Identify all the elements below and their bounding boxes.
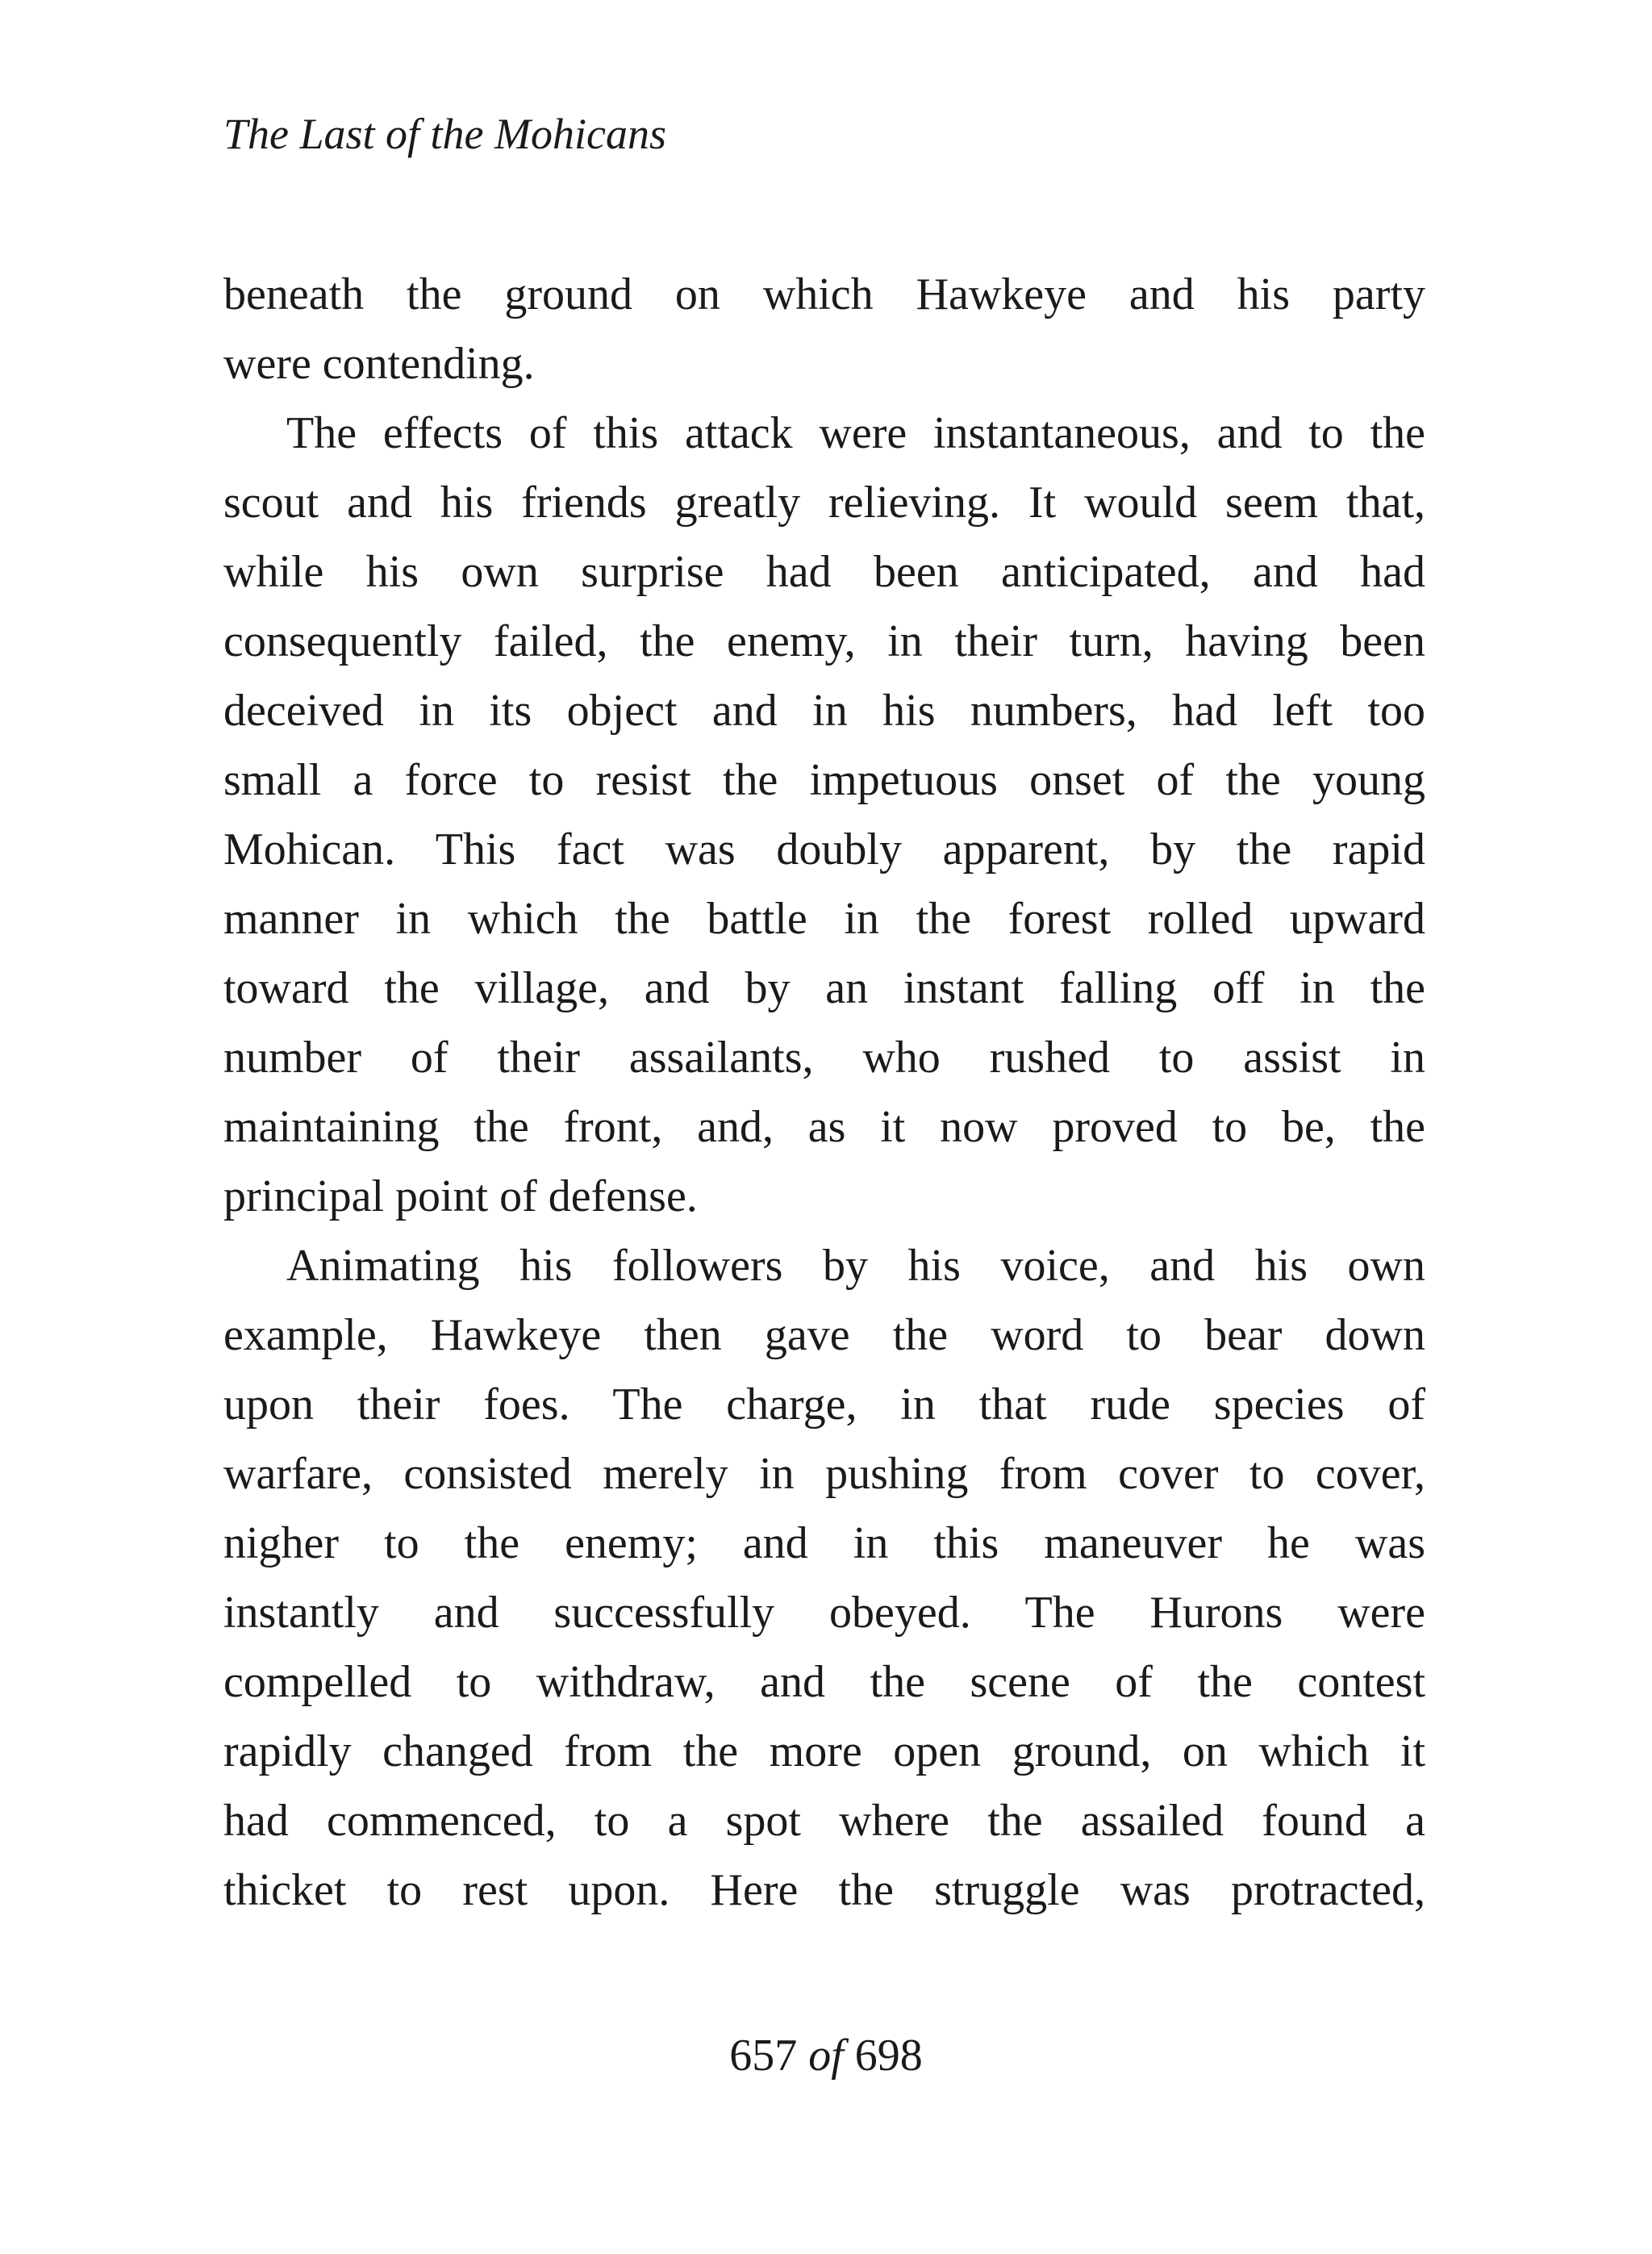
text-line: were contending.: [223, 339, 535, 389]
text-line: manner in which the battle in the forest rolled upward: [223, 894, 1425, 944]
current-page: 657: [729, 2031, 798, 2081]
page-number: [0, 2023, 1652, 2088]
text-line: example, Hawkeye then gave the word to bear down: [223, 1310, 1425, 1360]
text-line: principal point of defense.: [223, 1171, 698, 1221]
page-of-separator: of: [808, 2031, 844, 2081]
text-line: thicket to rest upon. Here the struggle was protracted,: [223, 1865, 1425, 1915]
text-line: deceived in its object and in his numbers, had left too: [223, 686, 1425, 736]
page-body-text: [223, 260, 1425, 1925]
paragraph-first-line: Animating his followers by his voice, and his own: [286, 1241, 1425, 1291]
text-line: Mohican. This fact was doubly apparent, by the rapid: [223, 824, 1425, 874]
running-head: The Last of the Mohicans: [223, 110, 666, 158]
text-line: instantly and successfully obeyed. The Hurons were: [223, 1588, 1425, 1638]
paragraph-first-line: The effects of this attack were instantaneous, and to the: [286, 408, 1425, 458]
text-line: consequently failed, the enemy, in their turn, having been: [223, 616, 1425, 666]
total-pages: 698: [854, 2031, 923, 2081]
text-line: nigher to the enemy; and in this maneuver he was: [223, 1518, 1425, 1568]
text-line: maintaining the front, and, as it now proved to be, the: [223, 1102, 1425, 1152]
text-line: scout and his friends greatly relieving. It would seem that,: [223, 478, 1425, 528]
text-line: had commenced, to a spot where the assailed found a: [223, 1796, 1425, 1846]
text-line: number of their assailants, who rushed to assist in: [223, 1033, 1425, 1083]
text-line: compelled to withdraw, and the scene of the contest: [223, 1657, 1425, 1707]
text-line: upon their foes. The charge, in that rude species of: [223, 1380, 1425, 1430]
text-line: small a force to resist the impetuous onset of the young: [223, 755, 1425, 805]
text-line: while his own surprise had been anticipated, and had: [223, 547, 1425, 597]
text-line: beneath the ground on which Hawkeye and his party: [223, 269, 1425, 319]
text-line: rapidly changed from the more open ground, on which it: [223, 1726, 1425, 1776]
text-line: toward the village, and by an instant falling off in the: [223, 963, 1425, 1013]
text-line: warfare, consisted merely in pushing from cover to cover,: [223, 1449, 1425, 1499]
